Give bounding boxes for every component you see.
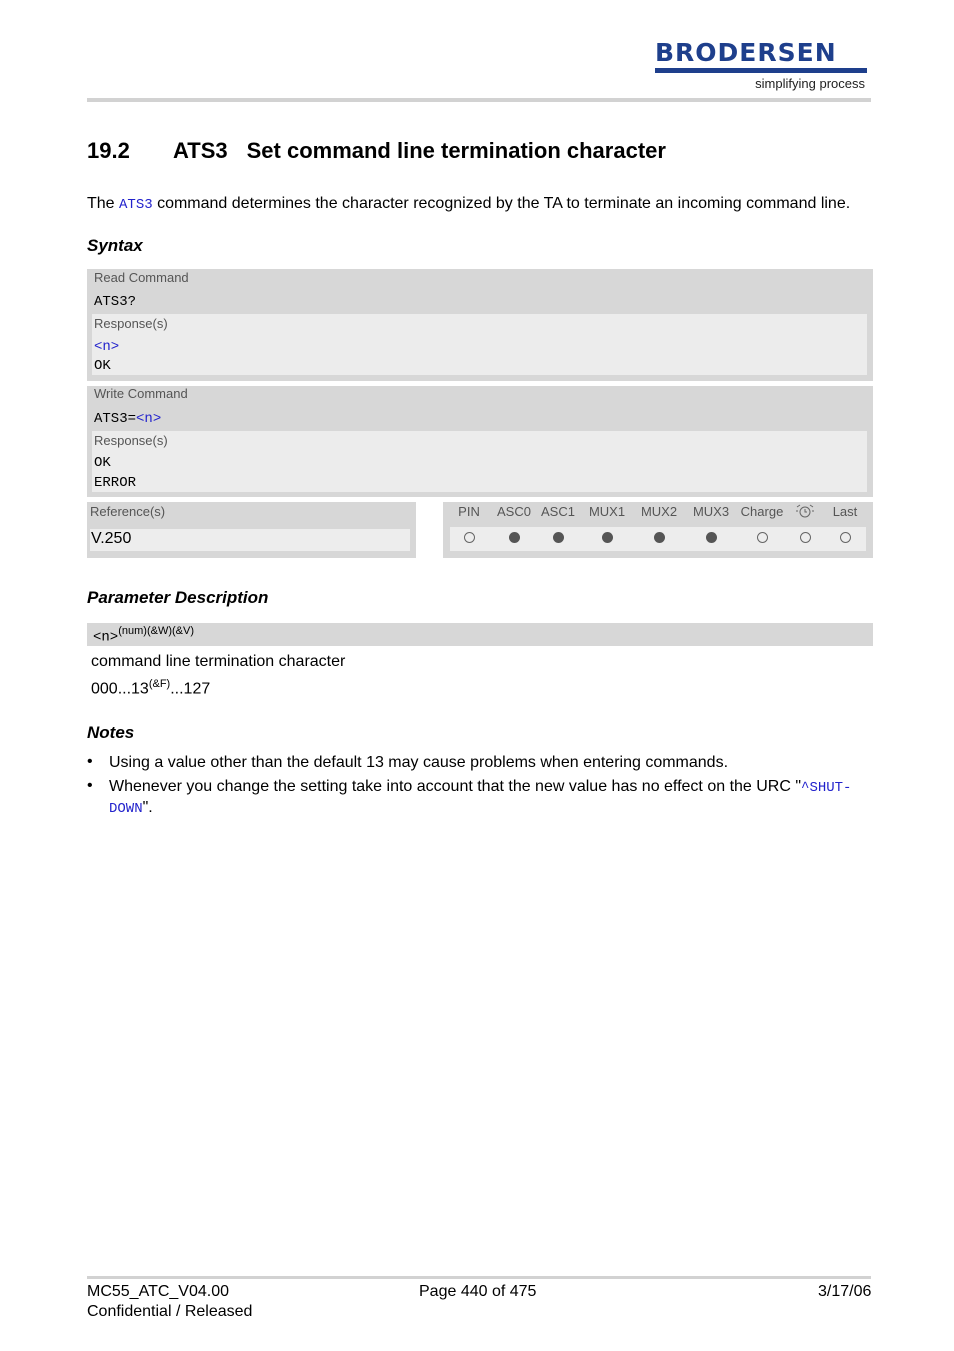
intro-text-before: The [87,195,120,212]
parameter-name [93,625,194,645]
reference-box [87,502,416,558]
section-title-text: Set command line termination character [246,138,666,163]
availability-dot-0 [464,532,475,543]
availability-dot-8 [840,532,851,543]
write-command-box [87,386,873,497]
read-response-box [92,314,867,375]
column-mux1: MUX1 [588,504,626,519]
footer-doc-id: MC55_ATC_V04.00 [87,1283,229,1300]
section-number: 19.2 [87,138,130,163]
section-command: ATS3 [173,138,228,163]
footer-page: Page 440 of 475 [419,1283,537,1300]
footer-status: Confidential / Released [87,1303,253,1320]
availability-dot-5 [706,532,717,543]
note-2-end: ". [142,799,153,816]
note-2-text: Whenever you change the setting take into account that the new value has no effect on the URC " [109,778,802,795]
note-1: Using a value other than the default 13 may cause problems when entering commands. [109,754,729,771]
syntax-heading: Syntax [87,236,143,255]
parameter-range [91,678,210,698]
footer-date: 3/17/06 [818,1283,872,1300]
availability-dot-2 [553,532,564,543]
parameter-description: command line termination character [91,653,346,670]
write-command-label: Write Command [94,386,188,401]
read-command-label: Read Command [94,270,189,285]
availability-dot-3 [602,532,613,543]
column-pin: PIN [458,504,480,519]
alarm-clock-icon [795,503,815,519]
write-response-ok: OK [94,455,111,471]
intro-paragraph [87,195,850,213]
parameter-attributes: (num)(&W)(&V) [118,625,194,637]
header-divider [87,98,871,102]
availability-dot-6 [757,532,768,543]
write-command-text [94,411,161,427]
column-charge: Charge [740,504,784,519]
range-prefix: 000...13 [91,680,149,698]
ats3-link[interactable]: ATS3 [119,197,153,213]
write-response-error: ERROR [94,475,137,491]
write-command-prefix: ATS3= [94,411,137,427]
column-asc1: ASC1 [541,504,575,519]
read-response-ok: OK [94,358,111,374]
shutdown-link-cont[interactable]: DOWN [109,801,143,817]
logo-tagline: simplifying process [755,76,865,91]
availability-dot-7 [800,532,811,543]
parameter-heading: Parameter Description [87,588,269,607]
shutdown-link[interactable]: ^SHUT- [801,780,852,796]
reference-value-cell [90,529,410,551]
column-last: Last [832,504,858,519]
write-command-param-link[interactable]: <n> [136,411,162,427]
read-command-box [87,269,873,381]
range-suffix: ...127 [170,680,211,698]
footer-divider [87,1276,871,1279]
column-mux2: MUX2 [640,504,678,519]
read-response-param-link[interactable]: <n> [94,339,120,355]
read-command-text: ATS3? [94,294,137,310]
availability-dot-1 [509,532,520,543]
bullet-1: • [87,753,93,770]
intro-text-after: command determines the character recognized by the TA to terminate an incoming command line. [152,195,851,212]
write-response-box [92,431,867,492]
parameter-name-bar [87,623,873,646]
read-response-label: Response(s) [94,316,168,331]
availability-dot-4 [654,532,665,543]
write-response-label: Response(s) [94,433,168,448]
reference-value: V.250 [91,530,132,547]
column-asc0: ASC0 [497,504,531,519]
range-default: (&F) [148,678,171,690]
section-title [87,138,666,164]
note-2 [109,777,871,819]
logo-underline [655,68,867,73]
bullet-2: • [87,777,93,794]
reference-label: Reference(s) [90,504,166,519]
notes-heading: Notes [87,723,135,742]
brand-logo [655,40,867,96]
column-mux3: MUX3 [692,504,730,519]
parameter-n: <n> [93,629,119,646]
logo-wordmark: BRODERSEN [655,38,837,67]
